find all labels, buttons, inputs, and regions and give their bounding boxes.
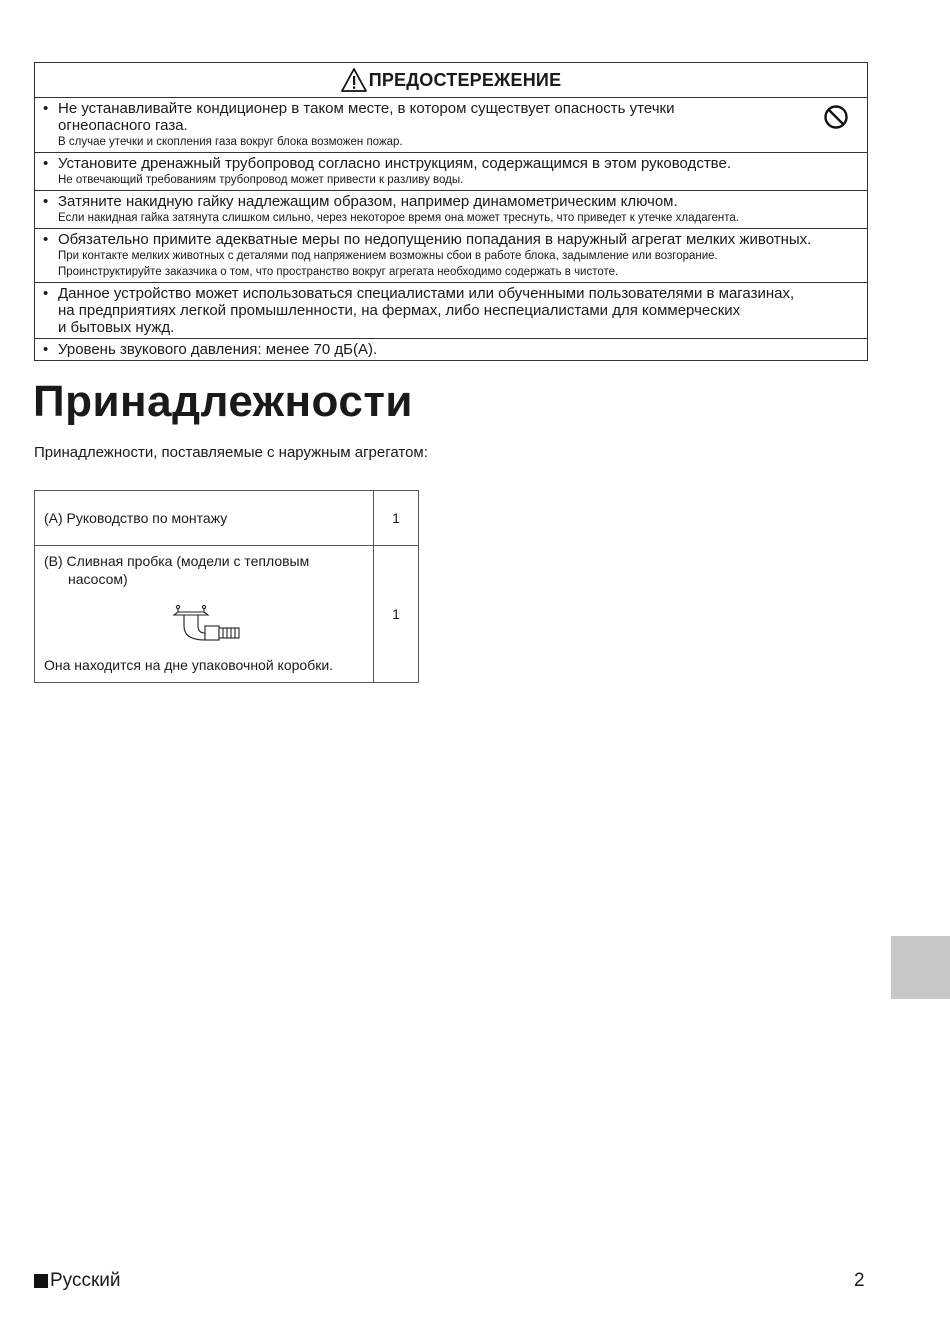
caution-item-line bbox=[43, 341, 859, 358]
bullet-icon: • bbox=[43, 285, 49, 302]
accessories-table bbox=[34, 490, 419, 683]
caution-header bbox=[35, 63, 867, 98]
bullet-icon: • bbox=[43, 193, 49, 210]
table-row bbox=[35, 491, 419, 546]
warning-triangle-icon bbox=[341, 67, 367, 93]
bullet-icon: • bbox=[43, 231, 49, 248]
caution-item bbox=[35, 153, 867, 191]
page-number: 2 bbox=[854, 1270, 865, 1291]
bullet-icon: • bbox=[43, 155, 49, 172]
caution-item-line bbox=[43, 155, 859, 172]
section-tab-marker bbox=[891, 936, 950, 999]
drain-plug-icon bbox=[170, 602, 248, 644]
accessory-a-qty: 1 bbox=[374, 491, 419, 546]
caution-item-note: Проинструктируйте заказчика о том, что пространство вокруг агрегата необходимо содержать в чистоте. bbox=[58, 266, 619, 278]
accessories-intro: Принадлежности, поставляемые с наружным агрегатом: bbox=[34, 444, 428, 461]
caution-item-text: Установите дренажный трубопровод согласно инструкциям, содержащимся в этом руководстве. bbox=[58, 155, 731, 172]
caution-item bbox=[35, 339, 867, 360]
language-label: Русский bbox=[50, 1270, 121, 1291]
caution-item bbox=[35, 283, 867, 339]
accessory-a-label: (A) Руководство по монтажу bbox=[35, 491, 374, 546]
caution-item-line bbox=[43, 285, 859, 336]
accessory-b-cell bbox=[35, 546, 374, 683]
caution-item-text: Уровень звукового давления: менее 70 дБ(A). bbox=[58, 341, 378, 358]
caution-item-note: Не отвечающий требованиям трубопровод может привести к разливу воды. bbox=[58, 174, 464, 186]
caution-item-line bbox=[43, 100, 859, 134]
caution-list bbox=[35, 98, 867, 360]
square-bullet-icon bbox=[34, 1274, 48, 1288]
caution-item-text: Данное устройство может использоваться специалистами или обученными пользователями в магазинах, на предприятиях легкой промышленности, на фермах, либо неспециалистами для коммерческих и бытовых нужд. bbox=[58, 285, 795, 336]
accessory-b-note: Она находится на дне упаковочной коробки. bbox=[44, 657, 334, 673]
caution-item-line bbox=[43, 193, 859, 210]
accessory-b-label-cont: насосом) bbox=[68, 571, 128, 587]
caution-item-note: Если накидная гайка затянута слишком сильно, через некоторое время она может треснуть, что приведет к утечке хладагента. bbox=[58, 212, 740, 224]
caution-item-text: Не устанавливайте кондиционер в таком месте, в котором существует опасность утечки огнеопасного газа. bbox=[58, 100, 675, 134]
caution-title: ПРЕДОСТЕРЕЖЕНИЕ bbox=[368, 69, 562, 90]
accessory-b-qty: 1 bbox=[374, 546, 419, 683]
caution-item bbox=[35, 191, 867, 229]
caution-item-text: Затяните накидную гайку надлежащим образом, например динамометрическим ключом. bbox=[58, 193, 678, 210]
caution-item bbox=[35, 98, 867, 153]
accessory-b-label: (B) Сливная пробка (модели с тепловым bbox=[44, 553, 310, 569]
table-row bbox=[35, 546, 419, 683]
caution-item-text: Обязательно примите адекватные меры по недопущению попадания в наружный агрегат мелких животных. bbox=[58, 231, 812, 248]
bullet-icon: • bbox=[43, 341, 49, 358]
caution-item-line bbox=[43, 231, 859, 248]
caution-item-note: При контакте мелких животных с деталями под напряжением возможны сбои в работе блока, задымление или возгорание. bbox=[58, 250, 718, 262]
footer-language bbox=[34, 1270, 121, 1292]
page-title: Принадлежности bbox=[33, 377, 413, 426]
caution-box bbox=[34, 62, 868, 361]
bullet-icon: • bbox=[43, 100, 49, 117]
prohibition-icon bbox=[823, 104, 849, 130]
caution-item-note: В случае утечки и скопления газа вокруг блока возможен пожар. bbox=[58, 136, 403, 148]
caution-item bbox=[35, 229, 867, 283]
